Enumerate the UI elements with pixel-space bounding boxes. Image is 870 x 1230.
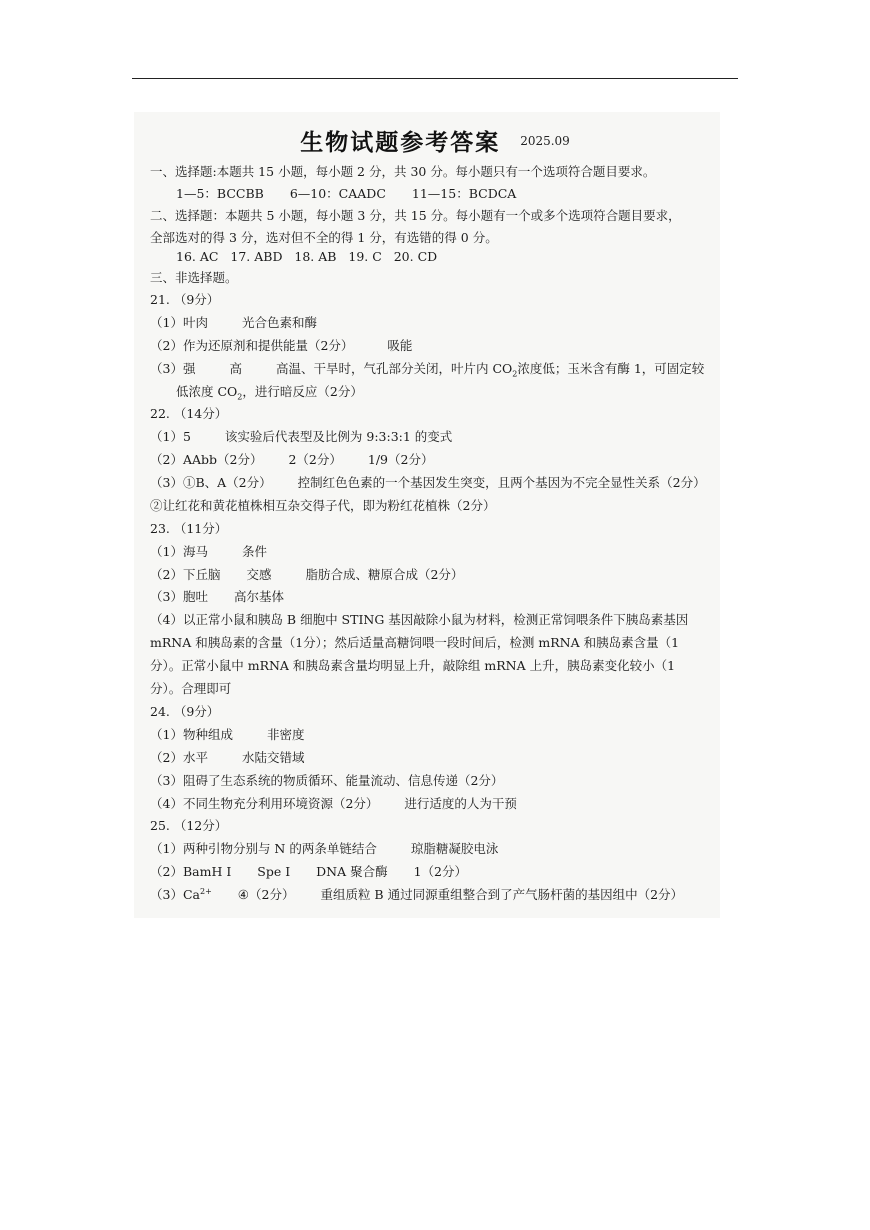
- q21-part1: （1）叶肉 光合色素和酶: [150, 315, 317, 330]
- answer-item: 20. CD: [393, 249, 438, 264]
- q22-part2: （2）AAbb（2分） 2（2分） 1/9（2分）: [150, 452, 434, 467]
- q24-part3: （3）阻碍了生态系统的物质循环、能量流动、信息传递（2分）: [150, 773, 504, 788]
- q23-part3: （3）胞吐 高尔基体: [150, 589, 284, 604]
- q21-part3: （3）强 高 高温、干旱时，气孔部分关闭，叶片内 $CO_2$浓度低；玉米含有酶 1，可固定较: [150, 361, 705, 379]
- title-row: [0, 124, 870, 157]
- answer-item: 18. AB: [294, 249, 337, 264]
- answer-item: 17. ABD: [230, 249, 283, 264]
- sec1-answers: [176, 184, 516, 202]
- answer-group: 11—15：BCDCA: [411, 186, 517, 201]
- q22-part3: （3）①B、A（2分） 控制红色色素的一个基因发生突变，且两个基因为不完全显性关系（2分）: [150, 475, 706, 490]
- q21-part3-cont: 低浓度 $CO_2$，进行暗反应（2分）: [176, 384, 363, 402]
- q23-part2: （2）下丘脑 交感 脂肪合成、糖原合成（2分）: [150, 567, 464, 582]
- q24-part4: （4）不同生物充分利用环境资源（2分） 进行适度的人为干预: [150, 796, 517, 811]
- sec2-heading-2: 全部选对的得 3 分，选对但不全的得 1 分，有选错的得 0 分。: [150, 230, 498, 245]
- q22-part3-2: ②让红花和黄花植株相互杂交得子代，即为粉红花植株（2分）: [150, 498, 496, 513]
- q25-part1: （1）两种引物分别与 N 的两条单链结合 琼脂糖凝胶电泳: [150, 841, 499, 856]
- sec3-heading: 三、非选择题。: [150, 270, 238, 285]
- q24-part1: （1）物种组成 非密度: [150, 727, 305, 742]
- answer-item: 16. AC: [176, 249, 219, 264]
- q23-part4-line2: mRNA 和胰岛素的含量（1分）；然后适量高糖饲喂一段时间后，检测 mRNA 和胰岛素含量（1: [150, 635, 680, 650]
- q21-heading: 21. （9分）: [150, 292, 220, 307]
- q25-part2: （2）BamH I Spe I DNA 聚合酶 1（2分）: [150, 864, 468, 879]
- top-rule: [132, 78, 738, 79]
- q23-part4-line3: 分）。正常小鼠中 mRNA 和胰岛素含量均明显上升，敲除组 mRNA 上升，胰岛素变化较小（1: [150, 658, 676, 673]
- q25-heading: 25. （12分）: [150, 818, 228, 833]
- q23-part4-line4: 分）。合理即可: [150, 681, 232, 696]
- answer-group: 6—10：CAADC: [289, 186, 386, 201]
- answer-item: 19. C: [348, 249, 382, 264]
- q24-part2: （2）水平 水陆交错域: [150, 750, 305, 765]
- q23-part1: （1）海马 条件: [150, 544, 267, 559]
- q25-part3: $(3)Ca^{2+}$ ④（2分） 重组质粒 B 通过同源重组整合到了产气肠杆菌的基因组中（2分）: [150, 886, 684, 902]
- sec2-answers: [176, 249, 437, 264]
- q22-heading: 22. （14分）: [150, 406, 228, 421]
- exam-date: 2025.09: [520, 134, 570, 148]
- q21-part2: （2）作为还原剂和提供能量（2分） 吸能: [150, 338, 413, 353]
- sec2-heading-1: 二、选择题：本题共 5 小题，每小题 3 分，共 15 分。每小题有一个或多个选项符合题目要求，: [150, 208, 681, 223]
- q23-part4-line1: （4）以正常小鼠和胰岛 B 细胞中 STING 基因敲除小鼠为材料，检测正常饲喂条件下胰岛素基因: [150, 612, 689, 627]
- answer-group: 1—5：BCCBB: [176, 186, 264, 201]
- q22-part1: （1）5 该实验后代表型及比例为 9:3:3:1 的变式: [150, 429, 453, 444]
- q24-heading: 24. （9分）: [150, 704, 220, 719]
- q23-heading: 23. （11分）: [150, 521, 228, 536]
- sec1-heading: 一、选择题:本题共 15 小题，每小题 2 分，共 30 分。每小题只有一个选项符合题目要求。: [150, 164, 656, 179]
- page-title: 生物试题参考答案: [300, 129, 501, 156]
